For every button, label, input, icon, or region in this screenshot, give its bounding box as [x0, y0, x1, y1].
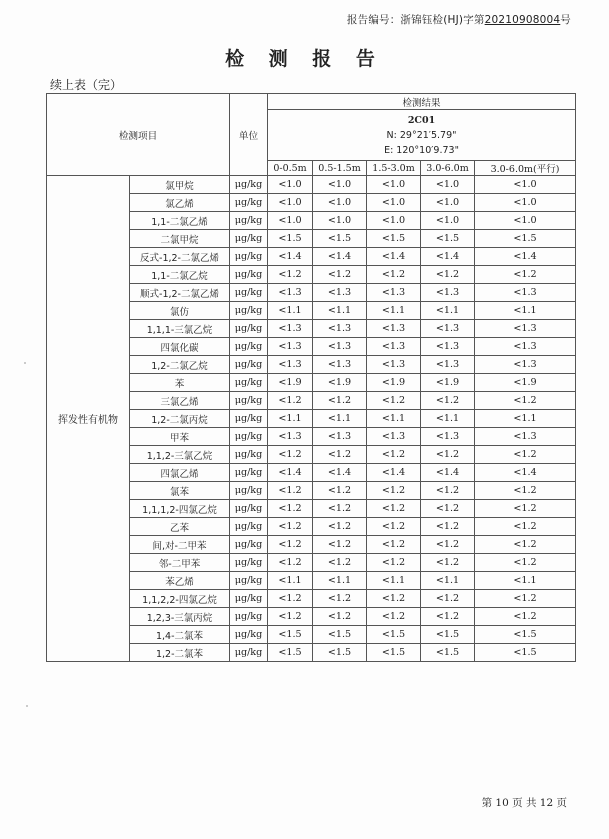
result-value: <1.2 — [313, 266, 367, 284]
result-value: <1.2 — [367, 554, 421, 572]
result-value: <1.3 — [268, 284, 313, 302]
result-value: <1.5 — [475, 644, 576, 662]
result-value: <1.3 — [367, 356, 421, 374]
result-value: <1.1 — [313, 410, 367, 428]
result-value: <1.2 — [313, 392, 367, 410]
header-item: 检测项目 — [47, 94, 230, 176]
analyte-name: 氯苯 — [130, 482, 230, 500]
result-value: <1.9 — [367, 374, 421, 392]
analyte-name: 1,4-二氯苯 — [130, 626, 230, 644]
result-value: <1.0 — [367, 212, 421, 230]
analyte-name: 1,2-二氯苯 — [130, 644, 230, 662]
result-value: <1.2 — [421, 518, 475, 536]
result-value: <1.2 — [421, 590, 475, 608]
result-value: <1.3 — [475, 428, 576, 446]
result-value: <1.3 — [475, 356, 576, 374]
result-value: <1.3 — [421, 356, 475, 374]
result-value: <1.9 — [475, 374, 576, 392]
result-value: <1.2 — [475, 536, 576, 554]
result-value: <1.2 — [475, 392, 576, 410]
result-value: <1.5 — [421, 644, 475, 662]
result-value: <1.3 — [367, 320, 421, 338]
results-table — [46, 93, 576, 662]
analyte-name: 氯甲烷 — [130, 176, 230, 194]
result-value: <1.2 — [367, 590, 421, 608]
result-value: <1.2 — [313, 446, 367, 464]
result-value: <1.2 — [475, 608, 576, 626]
result-value: <1.1 — [367, 410, 421, 428]
result-value: <1.1 — [313, 302, 367, 320]
analyte-name: 四氯乙烯 — [130, 464, 230, 482]
result-value: <1.9 — [421, 374, 475, 392]
result-value: <1.1 — [421, 302, 475, 320]
result-value: <1.3 — [475, 320, 576, 338]
category-cell: 挥发性有机物 — [47, 176, 130, 662]
result-value: <1.3 — [475, 284, 576, 302]
header-unit: 单位 — [230, 94, 268, 176]
analyte-name: 1,2,3-三氯丙烷 — [130, 608, 230, 626]
result-value: <1.3 — [421, 320, 475, 338]
result-value: <1.0 — [268, 194, 313, 212]
unit-cell: μg/kg — [230, 608, 268, 626]
result-value: <1.4 — [367, 464, 421, 482]
result-value: <1.1 — [475, 302, 576, 320]
result-value: <1.0 — [367, 176, 421, 194]
scan-speck — [24, 362, 26, 364]
result-value: <1.2 — [268, 536, 313, 554]
result-value: <1.2 — [268, 608, 313, 626]
result-value: <1.0 — [421, 212, 475, 230]
result-value: <1.2 — [421, 536, 475, 554]
header-results: 检测结果 — [268, 94, 576, 110]
page-title: 检 测 报 告 — [225, 48, 384, 70]
unit-cell: μg/kg — [230, 410, 268, 428]
result-value: <1.0 — [421, 176, 475, 194]
unit-cell: μg/kg — [230, 644, 268, 662]
analyte-name: 甲苯 — [130, 428, 230, 446]
result-value: <1.5 — [313, 626, 367, 644]
unit-cell: μg/kg — [230, 176, 268, 194]
analyte-name: 苯 — [130, 374, 230, 392]
unit-cell: μg/kg — [230, 536, 268, 554]
result-value: <1.0 — [475, 212, 576, 230]
analyte-name: 1,1,2,2-四氯乙烷 — [130, 590, 230, 608]
result-value: <1.2 — [367, 518, 421, 536]
table-body — [47, 176, 576, 662]
result-value: <1.2 — [313, 500, 367, 518]
result-value: <1.2 — [268, 518, 313, 536]
result-value: <1.5 — [268, 230, 313, 248]
result-value: <1.2 — [421, 446, 475, 464]
result-value: <1.3 — [367, 338, 421, 356]
result-value: <1.9 — [268, 374, 313, 392]
result-value: <1.0 — [313, 194, 367, 212]
analyte-name: 氯仿 — [130, 302, 230, 320]
analyte-name: 苯乙烯 — [130, 572, 230, 590]
result-value: <1.1 — [475, 410, 576, 428]
unit-cell: μg/kg — [230, 464, 268, 482]
table-row — [47, 176, 576, 194]
result-value: <1.2 — [367, 608, 421, 626]
report-number — [347, 12, 571, 27]
result-value: <1.1 — [268, 410, 313, 428]
result-value: <1.2 — [475, 482, 576, 500]
report-number-suffix: 号 — [560, 14, 571, 26]
result-value: <1.3 — [313, 356, 367, 374]
result-value: <1.5 — [268, 626, 313, 644]
result-value: <1.4 — [475, 464, 576, 482]
report-number-label: 报告编号：浙锦钰检(HJ)字第 — [346, 14, 485, 26]
result-value: <1.3 — [268, 428, 313, 446]
result-value: <1.3 — [313, 320, 367, 338]
result-value: <1.2 — [475, 500, 576, 518]
result-value: <1.2 — [421, 266, 475, 284]
result-value: <1.5 — [367, 626, 421, 644]
unit-cell: μg/kg — [230, 626, 268, 644]
result-value: <1.0 — [367, 194, 421, 212]
scan-speck — [26, 705, 28, 707]
result-value: <1.3 — [268, 338, 313, 356]
result-value: <1.2 — [268, 266, 313, 284]
analyte-name: 四氯化碳 — [130, 338, 230, 356]
result-value: <1.2 — [475, 518, 576, 536]
unit-cell: μg/kg — [230, 302, 268, 320]
result-value: <1.5 — [313, 644, 367, 662]
unit-cell: μg/kg — [230, 518, 268, 536]
result-value: <1.0 — [268, 212, 313, 230]
result-value: <1.2 — [475, 446, 576, 464]
analyte-name: 氯乙烯 — [130, 194, 230, 212]
result-value: <1.2 — [268, 482, 313, 500]
result-value: <1.5 — [421, 626, 475, 644]
report-number-value: 20210908004 — [484, 14, 561, 26]
analyte-name: 1,1-二氯乙烯 — [130, 212, 230, 230]
analyte-name: 间,对-二甲苯 — [130, 536, 230, 554]
result-value: <1.4 — [475, 248, 576, 266]
result-value: <1.5 — [268, 644, 313, 662]
unit-cell: μg/kg — [230, 392, 268, 410]
unit-cell: μg/kg — [230, 500, 268, 518]
analyte-name: 1,2-二氯丙烷 — [130, 410, 230, 428]
unit-cell: μg/kg — [230, 356, 268, 374]
unit-cell: μg/kg — [230, 590, 268, 608]
result-value: <1.5 — [313, 230, 367, 248]
result-value: <1.1 — [367, 572, 421, 590]
result-value: <1.5 — [421, 230, 475, 248]
result-value: <1.5 — [475, 230, 576, 248]
unit-cell: μg/kg — [230, 194, 268, 212]
site-latitude: N: 29°21′5.79" — [386, 129, 457, 141]
result-value: <1.2 — [367, 392, 421, 410]
depth-header: 1.5-3.0m — [367, 161, 421, 176]
result-value: <1.1 — [268, 572, 313, 590]
site-id: 2C01 — [407, 114, 436, 126]
unit-cell: μg/kg — [230, 212, 268, 230]
result-value: <1.2 — [421, 500, 475, 518]
result-value: <1.3 — [421, 428, 475, 446]
result-value: <1.2 — [313, 536, 367, 554]
result-value: <1.4 — [268, 464, 313, 482]
result-value: <1.2 — [367, 266, 421, 284]
result-value: <1.2 — [268, 392, 313, 410]
result-value: <1.4 — [268, 248, 313, 266]
result-value: <1.0 — [475, 194, 576, 212]
analyte-name: 邻-二甲苯 — [130, 554, 230, 572]
result-value: <1.2 — [367, 482, 421, 500]
result-value: <1.2 — [268, 500, 313, 518]
unit-cell: μg/kg — [230, 284, 268, 302]
result-value: <1.2 — [475, 590, 576, 608]
result-value: <1.1 — [313, 572, 367, 590]
continued-label: 续上表（完） — [50, 78, 123, 92]
result-value: <1.5 — [367, 230, 421, 248]
depth-header: 3.0-6.0m — [421, 161, 475, 176]
unit-cell: μg/kg — [230, 320, 268, 338]
result-value: <1.2 — [475, 266, 576, 284]
result-value: <1.1 — [268, 302, 313, 320]
result-value: <1.2 — [421, 482, 475, 500]
result-value: <1.0 — [475, 176, 576, 194]
result-value: <1.4 — [313, 248, 367, 266]
result-value: <1.2 — [313, 518, 367, 536]
depth-header: 0.5-1.5m — [313, 161, 367, 176]
analyte-name: 1,1,1,2-四氯乙烷 — [130, 500, 230, 518]
header-site — [268, 110, 576, 161]
result-value: <1.9 — [313, 374, 367, 392]
unit-cell: μg/kg — [230, 248, 268, 266]
unit-cell: μg/kg — [230, 428, 268, 446]
analyte-name: 顺式-1,2-二氯乙烯 — [130, 284, 230, 302]
result-value: <1.2 — [268, 590, 313, 608]
depth-header: 0-0.5m — [268, 161, 313, 176]
analyte-name: 1,1-二氯乙烷 — [130, 266, 230, 284]
result-value: <1.4 — [421, 464, 475, 482]
result-value: <1.3 — [367, 284, 421, 302]
unit-cell: μg/kg — [230, 482, 268, 500]
result-value: <1.2 — [313, 482, 367, 500]
unit-cell: μg/kg — [230, 266, 268, 284]
analyte-name: 乙苯 — [130, 518, 230, 536]
page-number: 第 10 页 共 12 页 — [481, 797, 567, 809]
result-value: <1.2 — [367, 446, 421, 464]
site-longitude: E: 120°10′9.73" — [384, 144, 459, 156]
result-value: <1.3 — [268, 320, 313, 338]
unit-cell: μg/kg — [230, 374, 268, 392]
result-value: <1.4 — [367, 248, 421, 266]
result-value: <1.2 — [313, 608, 367, 626]
result-value: <1.2 — [313, 590, 367, 608]
result-value: <1.2 — [421, 554, 475, 572]
result-value: <1.5 — [475, 626, 576, 644]
result-value: <1.0 — [421, 194, 475, 212]
result-value: <1.3 — [313, 338, 367, 356]
result-value: <1.3 — [475, 338, 576, 356]
result-value: <1.2 — [421, 608, 475, 626]
result-value: <1.2 — [421, 392, 475, 410]
result-value: <1.3 — [421, 284, 475, 302]
unit-cell: μg/kg — [230, 572, 268, 590]
result-value: <1.1 — [367, 302, 421, 320]
analyte-name: 1,2-二氯乙烷 — [130, 356, 230, 374]
result-value: <1.0 — [268, 176, 313, 194]
unit-cell: μg/kg — [230, 338, 268, 356]
result-value: <1.0 — [313, 212, 367, 230]
analyte-name: 1,1,2-三氯乙烷 — [130, 446, 230, 464]
result-value: <1.3 — [421, 338, 475, 356]
result-value: <1.1 — [421, 410, 475, 428]
result-value: <1.4 — [421, 248, 475, 266]
result-value: <1.2 — [268, 554, 313, 572]
result-value: <1.3 — [367, 428, 421, 446]
result-value: <1.3 — [268, 356, 313, 374]
result-value: <1.2 — [313, 554, 367, 572]
result-value: <1.5 — [367, 644, 421, 662]
result-value: <1.3 — [313, 284, 367, 302]
result-value: <1.4 — [313, 464, 367, 482]
result-value: <1.3 — [313, 428, 367, 446]
result-value: <1.2 — [367, 500, 421, 518]
result-value: <1.2 — [268, 446, 313, 464]
depth-header: 3.0-6.0m(平行) — [475, 161, 576, 176]
result-value: <1.2 — [475, 554, 576, 572]
result-value: <1.1 — [475, 572, 576, 590]
analyte-name: 1,1,1-三氯乙烷 — [130, 320, 230, 338]
analyte-name: 反式-1,2-二氯乙烯 — [130, 248, 230, 266]
result-value: <1.2 — [367, 536, 421, 554]
result-value: <1.0 — [313, 176, 367, 194]
unit-cell: μg/kg — [230, 446, 268, 464]
analyte-name: 三氯乙烯 — [130, 392, 230, 410]
analyte-name: 二氯甲烷 — [130, 230, 230, 248]
result-value: <1.1 — [421, 572, 475, 590]
unit-cell: μg/kg — [230, 230, 268, 248]
unit-cell: μg/kg — [230, 554, 268, 572]
